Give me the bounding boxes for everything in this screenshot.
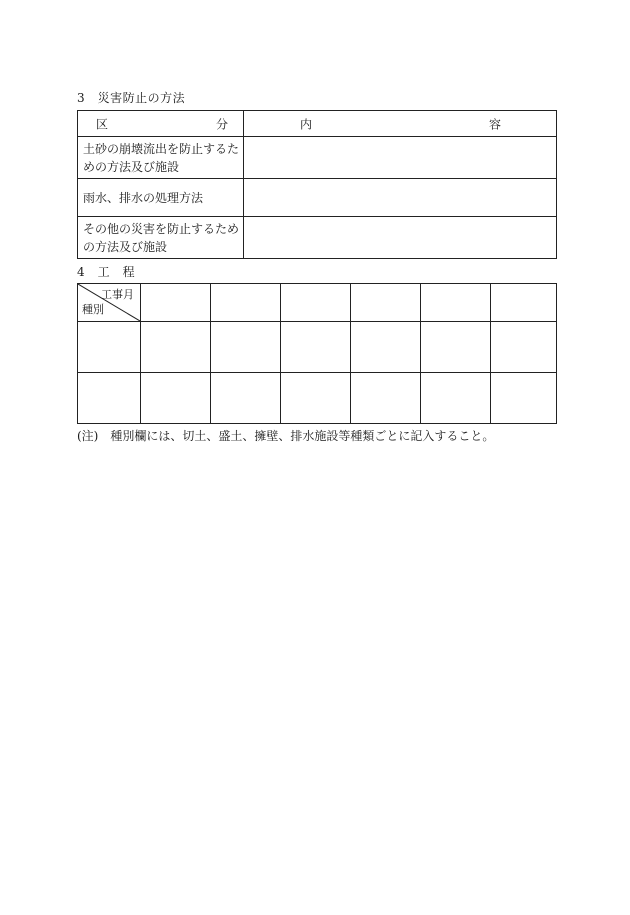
header-category-char-1: 区 xyxy=(96,117,109,131)
construction-schedule-table xyxy=(77,283,557,424)
schedule-cell[interactable] xyxy=(421,373,491,424)
row-content-cell[interactable] xyxy=(244,217,557,259)
schedule-row xyxy=(78,373,557,424)
type-cell[interactable] xyxy=(78,322,141,373)
schedule-cell[interactable] xyxy=(491,373,557,424)
section-4-heading: 4 工 程 xyxy=(77,265,136,279)
corner-month-label: 工事月 xyxy=(101,288,134,301)
month-cell[interactable] xyxy=(421,284,491,322)
schedule-header-row xyxy=(78,284,557,322)
schedule-cell[interactable] xyxy=(141,373,211,424)
schedule-cell[interactable] xyxy=(491,322,557,373)
row-label-cell xyxy=(78,137,244,179)
schedule-cell[interactable] xyxy=(421,322,491,373)
schedule-row xyxy=(78,322,557,373)
row-content[interactable] xyxy=(244,195,556,200)
footnote xyxy=(77,427,494,444)
header-category-cell xyxy=(78,111,244,137)
row-label: 土砂の崩壊流出を防止するための方法及び施設 xyxy=(83,142,240,174)
row-label: 雨水、排水の処理方法 xyxy=(83,191,204,205)
header-content-cell xyxy=(244,111,557,137)
disaster-prevention-table xyxy=(77,110,557,259)
month-cell[interactable] xyxy=(141,284,211,322)
row-label-cell xyxy=(78,179,244,217)
schedule-cell[interactable] xyxy=(211,322,281,373)
footnote-text: 種別欄には、切土、盛土、擁壁、排水施設等種類ごとに記入すること。 xyxy=(110,429,495,443)
section-3-heading: 3 災害防止の方法 xyxy=(77,91,186,105)
table-header-row xyxy=(78,111,557,137)
header-content-char-1: 内 xyxy=(300,117,313,131)
table-row xyxy=(78,137,557,179)
month-cell[interactable] xyxy=(211,284,281,322)
schedule-cell[interactable] xyxy=(351,373,421,424)
schedule-cell[interactable] xyxy=(281,322,351,373)
row-label-cell xyxy=(78,217,244,259)
schedule-cell[interactable] xyxy=(351,322,421,373)
row-content[interactable] xyxy=(244,155,556,160)
table-row xyxy=(78,179,557,217)
month-cell[interactable] xyxy=(491,284,557,322)
corner-type-label: 種別 xyxy=(82,303,104,316)
row-content[interactable] xyxy=(244,235,556,240)
schedule-cell[interactable] xyxy=(211,373,281,424)
month-cell[interactable] xyxy=(351,284,421,322)
row-content-cell[interactable] xyxy=(244,137,557,179)
footnote-prefix: (注) xyxy=(77,429,99,443)
month-cell[interactable] xyxy=(281,284,351,322)
corner-header-cell xyxy=(78,284,141,322)
row-label: その他の災害を防止するための方法及び施設 xyxy=(83,222,240,254)
header-content-char-2: 容 xyxy=(488,117,501,131)
type-cell[interactable] xyxy=(78,373,141,424)
row-content-cell[interactable] xyxy=(244,179,557,217)
schedule-cell[interactable] xyxy=(281,373,351,424)
table-row xyxy=(78,217,557,259)
header-category-char-2: 分 xyxy=(215,117,228,131)
schedule-cell[interactable] xyxy=(141,322,211,373)
